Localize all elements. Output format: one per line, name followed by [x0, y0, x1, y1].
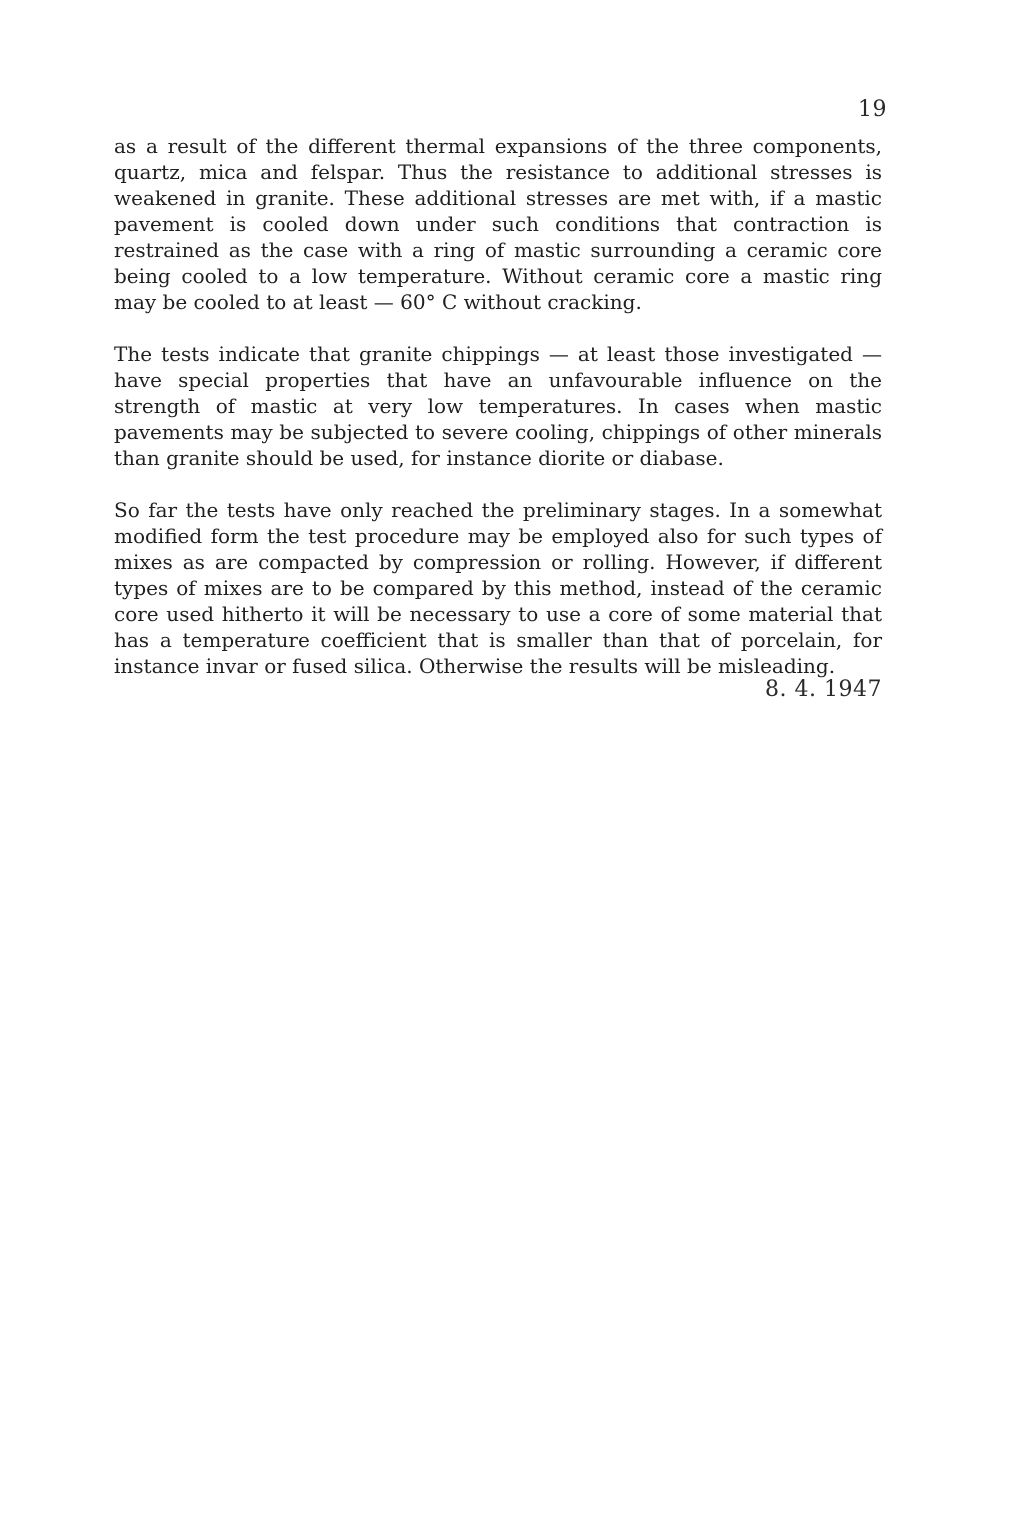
body-text	[114, 133, 882, 679]
paragraph-preliminary-stages: So far the tests have only reached the preliminary stages. In a somewhat modified form the test procedure may be employed also for such types of mixes as are compacted by compression or rolling. However, if different types of mixes are to be compared by this method, instead of the ceramic core used hitherto it will be necessary to use a core of some material that has a temperature coefficient that is smaller than that of porcelain, for instance invar or fused silica. Otherwise the results will be misleading.	[114, 498, 882, 678]
paragraph-granite-chippings: The tests indicate that granite chippings — at least those investigated — have special properties that have an unfavourable influence on the strength of mastic at very low temperatures. In cases when mastic pavements may be subjected to severe cooling, chippings of other minerals than granite should be used, for instance diorite or diabase.	[114, 342, 882, 470]
document-date: 8. 4. 1947	[765, 677, 882, 702]
page-number: 19	[858, 97, 887, 122]
paragraph-thermal-expansion: as a result of the different thermal expansions of the three components, quartz, mica and felspar. Thus the resistance to additional stresses is weakened in granite. These additional stresses are met with, if a mastic pavement is cooled down under such conditions that contraction is restrained as the case with a ring of mastic surrounding a ceramic core being cooled to a low temperature. Without ceramic core a mastic ring may be cooled to at least — 60° C without cracking.	[114, 134, 882, 314]
